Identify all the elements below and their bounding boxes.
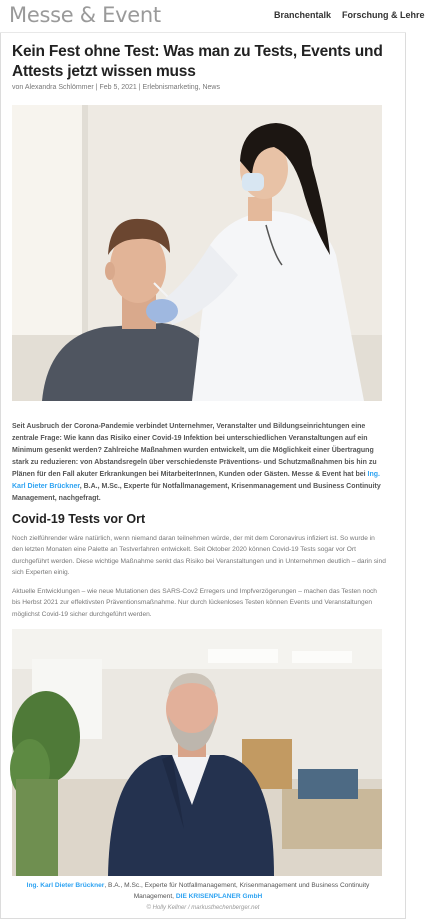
site-logo[interactable]: Messe & Event (9, 3, 161, 27)
nav-item-forschung-lehre[interactable]: Forschung & Lehre (342, 10, 425, 20)
article-image-nasal-swab (12, 105, 382, 401)
expert-link[interactable]: Ing. Karl Dieter Brückner (12, 471, 380, 490)
lead-text-1: Seit Ausbruch der Corona-Pandemie verbindet Unternehmer, Veranstalter und Bildungseinrichtungen eine zentrale Frage: Wie kann das Risiko einer Covid-19 Infektion bei unterschiedlichen Veranstaltungen auf ein Minimum gesenkt werden? Zahlreiche Maßnahmen wurden entwickelt, um die Möglichkeit einer Übertragung stark zu reduzieren: von Abstandsregeln über verschiedenste Präventions- und Schutzmaßnahmen bis hin zu Plänen für den Fall akuter Erkrankungen bei MitarbeiterInnen, Kunden oder Gästen. Messe & Event hat bei (12, 423, 377, 478)
paragraph-1: Noch zielführender wäre natürlich, wenn niemand daran teilnehmen würde, der mit dem Coronavirus infiziert ist. So wurde in den letzten Monaten eine Palette an Testverfahren entwickelt. Seit Oktober 2020 können Covid-19 Tests sogar vor Ort durchgeführt werden. Diese wichtige Maßnahme senkt das Risiko bei Veranstaltungen und in Unternehmen deutlich – darin sind sich Experten einig. (12, 535, 386, 577)
article-title: Kein Fest ohne Test: Was man zu Tests, Events und Attests jetzt wissen muss (12, 43, 383, 80)
caption-company-link[interactable]: DIE KRISENPLANER GmbH (175, 893, 263, 900)
section-heading: Covid-19 Tests vor Ort (12, 512, 146, 526)
nav-item-branchentalk[interactable]: Branchentalk (274, 10, 332, 20)
article-lead (12, 421, 386, 505)
post-date: Feb 5, 2021 (99, 84, 137, 91)
main-nav (274, 10, 436, 20)
meta-prefix: von (12, 84, 24, 91)
paragraph-2: Aktuelle Entwicklungen – wie neue Mutationen des SARS-Cov2 Erregers und Impfverzögerungen – machen das Testen noch bis Herbst 2021 zur effektivsten Präventionsmaßnahme. Nur durch lückenloses Testen können Events und Veranstaltungen möglichst Covid-19 sicher durchgeführt werden. (12, 588, 377, 618)
image-caption (22, 880, 374, 902)
article-meta: von Alexandra Schlömmer | Feb 5, 2021 | Erlebnismarketing, News (12, 84, 220, 91)
caption-expert-link[interactable]: Ing. Karl Dieter Brückner (26, 882, 105, 889)
article-image-portrait (12, 629, 382, 876)
author-link[interactable]: Alexandra Schlömmer (24, 84, 94, 91)
category-links[interactable]: Erlebnismarketing, News (142, 84, 220, 91)
site-header (0, 0, 425, 33)
photo-credit: © Holly Kellner / markusthechenberger.net (146, 905, 260, 911)
caption-text: , B.A., M.Sc., Experte für Notfallmanagement, Krisenmanagement und Business Continuity Management, (104, 882, 370, 900)
lead-text-2: , B.A., M.Sc., Experte für Notfallmanagement, Krisenmanagement und Business Continuity Management, nachgefragt. (12, 483, 381, 502)
